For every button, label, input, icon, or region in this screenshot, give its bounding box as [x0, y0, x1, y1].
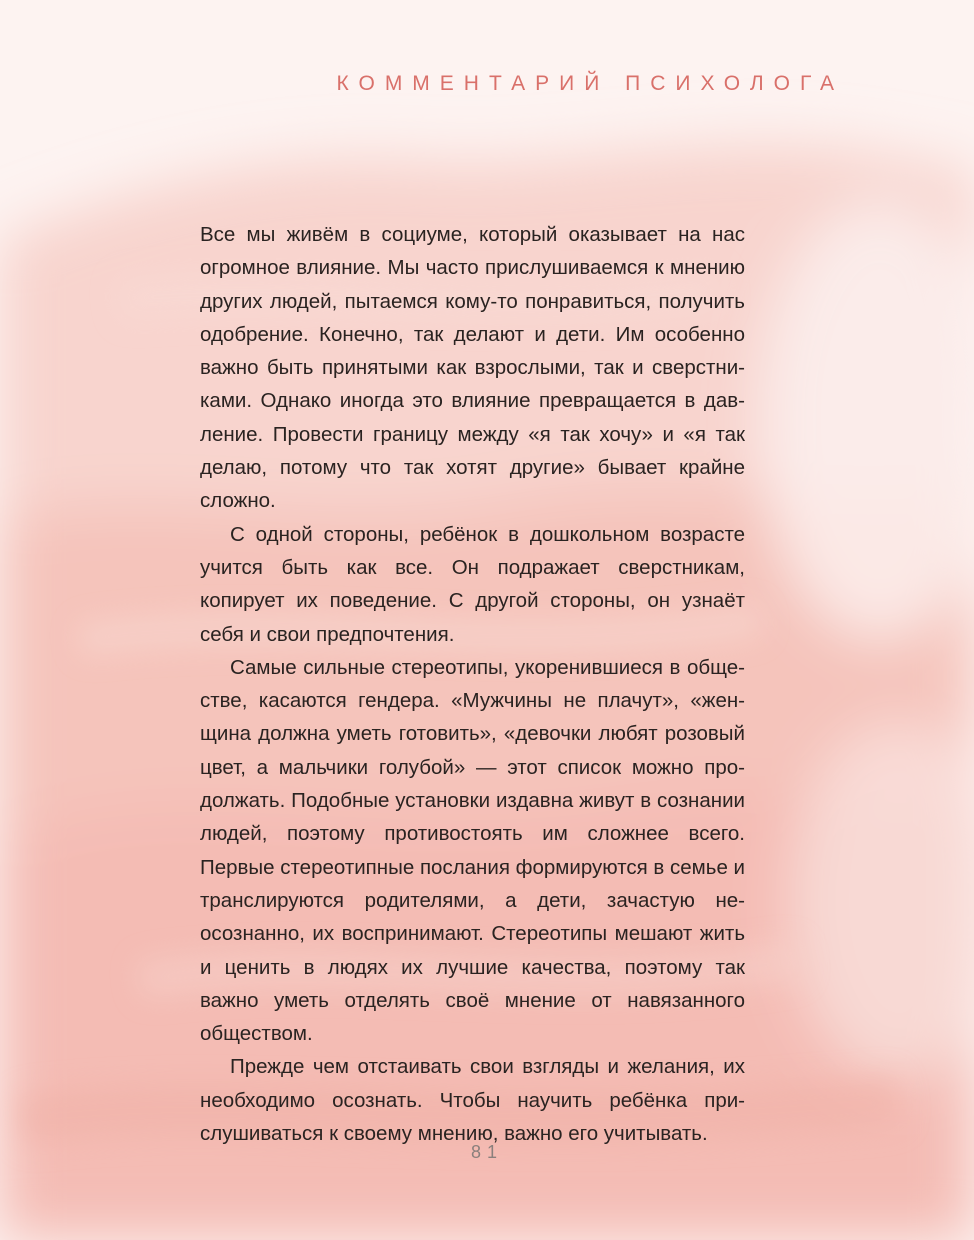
section-header: КОММЕНТАРИЙ ПСИХОЛОГА: [336, 72, 844, 95]
page-number: 81: [470, 1142, 504, 1162]
paragraph: Самые сильные стереотипы, укоренившиеся в обществе, касаются гендера. «Мужчины не плачут», «женщина должна уметь готовить», «девочки любят розовый цвет, а мальчики голубой» — этот список можно продолжать. Подобные установки издавна живут в сознании людей, поэтому противостоять им сложнее всего. Первые стереотипные послания формируются в семье и транслируются родителями, а дети, зачастую неосознанно, их воспринимают. Стереотипы мешают жить и ценить в людях их лучшие качества, поэтому так важно уметь отделять своё мнение от навязанного обществом.: [200, 655, 745, 1046]
paragraph: Прежде чем отстаивать свои взгляды и желания, их необходимо осознать. Чтобы научить ребёнка прислушиваться к своему мнению, важно его учитывать.: [200, 1055, 745, 1146]
paragraph: С одной стороны, ребёнок в дошкольном возрасте учится быть как все. Он подражает сверстникам, копирует их поведение. С другой стороны, он узнаёт себя и свои предпочтения.: [200, 522, 745, 646]
paragraph: Все мы живём в социуме, который оказывает на нас огромное влияние. Мы часто прислушиваемся к мнению других людей, пытаемся кому-то понравиться, получить одобрение. Конечно, так делают и дети. Им особенно важно быть принятыми как взрослыми, так и сверстниками. Однако иногда это влияние превращается в давление. Провести границу между «я так хочу» и «я так делаю, потому что так хотят другие» бывает крайне сложно.: [200, 223, 745, 513]
body-text: [200, 218, 745, 1150]
